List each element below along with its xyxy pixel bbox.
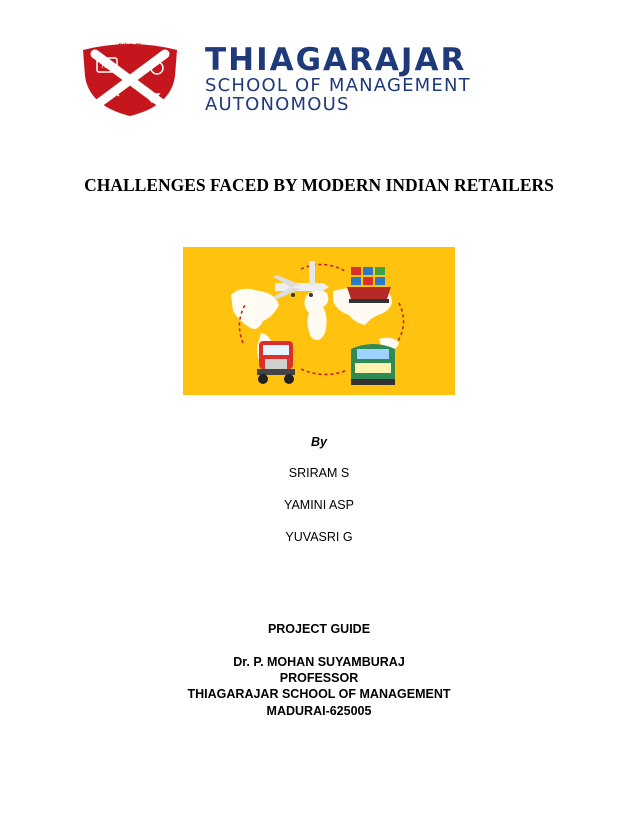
author-name: SRIRAM S xyxy=(288,466,350,480)
wordmark-line-3: AUTONOMOUS xyxy=(205,94,350,115)
college-emblem-logo xyxy=(79,36,181,118)
guide-heading: PROJECT GUIDE xyxy=(267,622,371,636)
cargo-ship-icon xyxy=(347,267,391,303)
train-icon xyxy=(351,344,395,385)
guide-name: Dr. P. MOHAN SUYAMBURAJ xyxy=(233,655,405,669)
author-name: YUVASRI G xyxy=(285,530,353,544)
guide-city: MADURAI-625005 xyxy=(266,704,372,718)
guide-institution: THIAGARAJAR SCHOOL OF MANAGEMENT xyxy=(187,687,451,701)
wordmark-line-1: THIAGARAJAR xyxy=(205,42,467,78)
author-name: YAMINI ASP xyxy=(284,498,354,512)
college-wordmark xyxy=(205,44,471,114)
by-label: By xyxy=(311,435,327,449)
report-title: CHALLENGES FACED BY MODERN INDIAN RETAILERS xyxy=(84,175,554,195)
emblem-motto: ಕಾಲೋಹಿ ತಸ್ಯ xyxy=(118,42,142,48)
logistics-illustration xyxy=(183,247,455,395)
guide-designation: PROFESSOR xyxy=(279,671,359,685)
wordmark-line-2: SCHOOL OF MANAGEMENT xyxy=(205,75,471,96)
emblem-badge: TSM xyxy=(100,63,114,70)
